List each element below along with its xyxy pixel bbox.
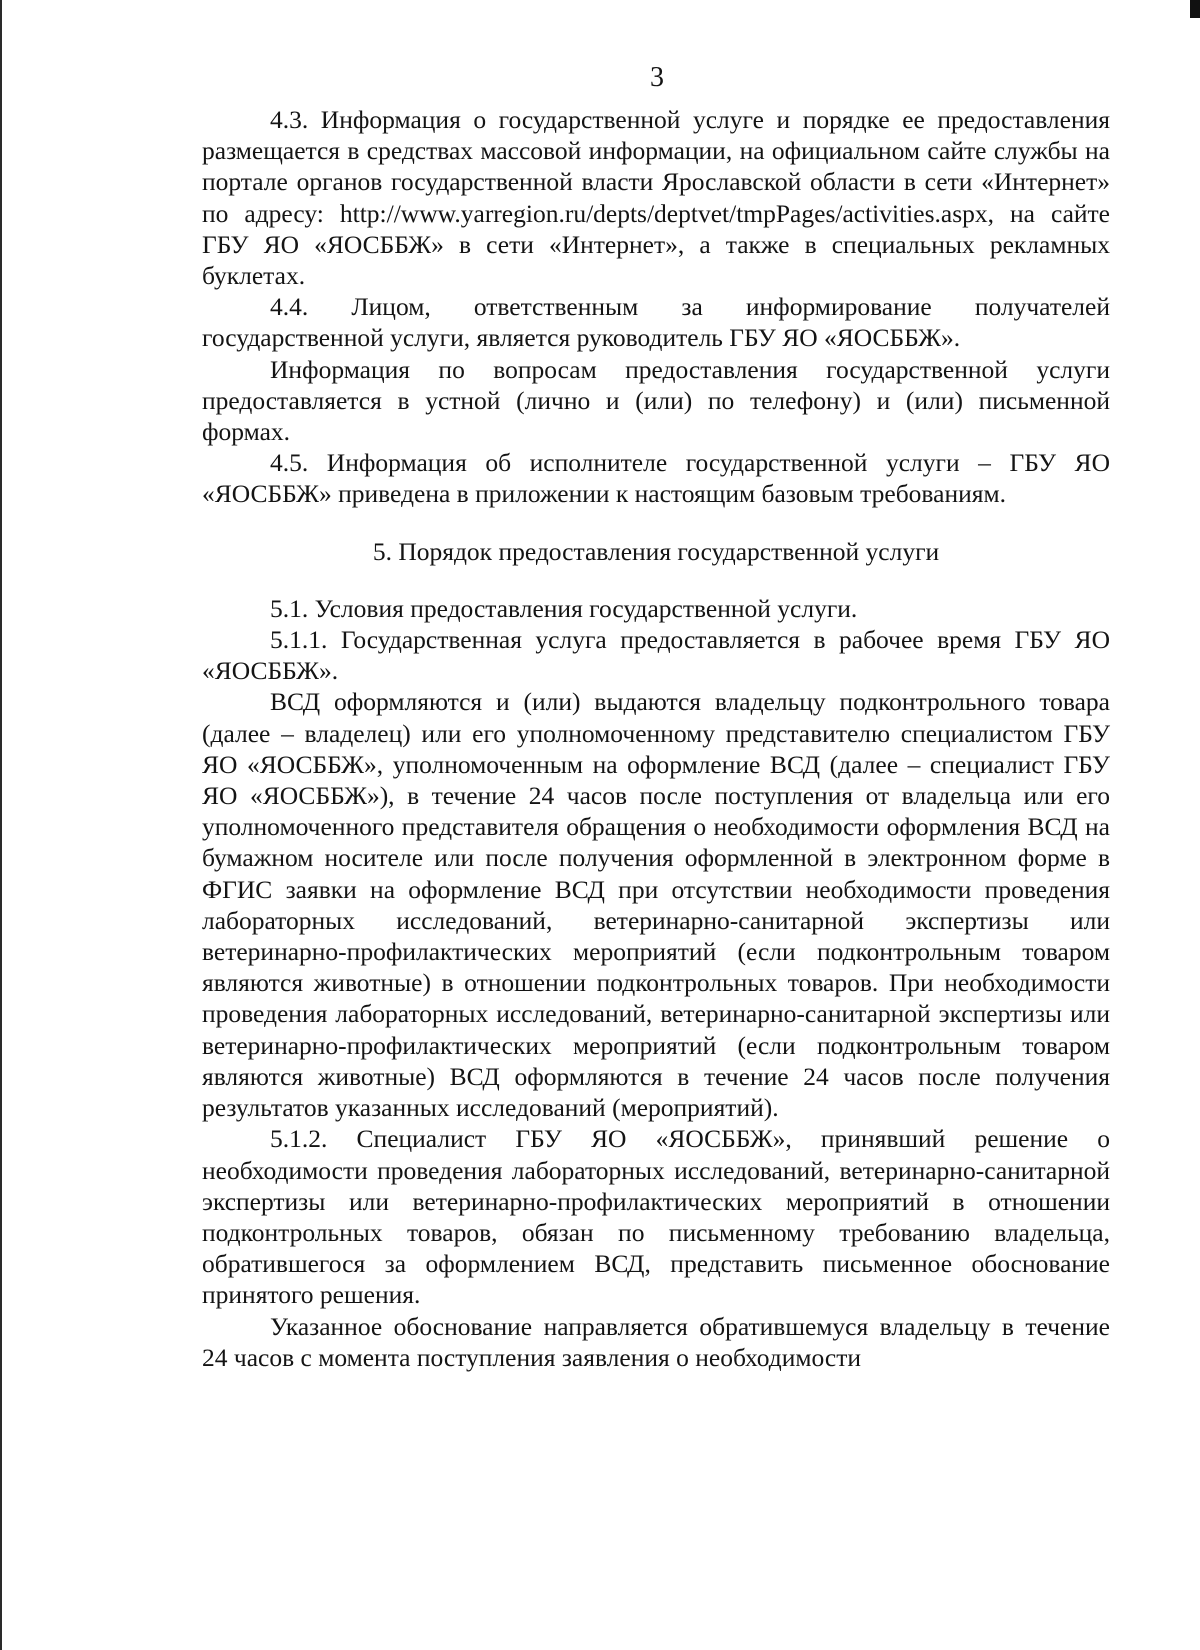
- scan-mark: [1190, 0, 1200, 18]
- page-number: 3: [650, 62, 664, 93]
- paragraph-5-1-2: 5.1.2. Специалист ГБУ ЯО «ЯОСББЖ», принявший решение о необходимости проведения лабораторных исследований, ветеринарно-санитарной экспертизы или ветеринарно-профилактических мероприятий в отношении подконтрольных товаров, обязан по письменному требованию владельца, обратившегося за оформлением ВСД, представить письменное обоснование принятого решения.: [202, 1124, 1110, 1310]
- scan-edge: [0, 0, 2, 1650]
- section-5-heading: 5. Порядок предоставления государственной услуги: [372, 536, 940, 566]
- paragraph-5-1-1: 5.1.1. Государственная услуга предоставляется в рабочее время ГБУ ЯО «ЯОСББЖ».: [202, 625, 1110, 686]
- paragraph-4-4: 4.4. Лицом, ответственным за информирование получателей государственной услуги, является руководитель ГБУ ЯО «ЯОСББЖ».: [202, 292, 1110, 353]
- paragraph-4-4-info: Информация по вопросам предоставления государственной услуги предоставляется в устной (лично и (или) по телефону) и (или) письменной формах.: [202, 354, 1110, 447]
- paragraph-5-1-2-justification: Указанное обоснование направляется обратившемуся владельцу в течение 24 часов с момента поступления заявления о необходимости: [202, 1311, 1110, 1372]
- paragraph-5-1: 5.1. Условия предоставления государственной услуги.: [270, 593, 858, 623]
- paragraph-4-3: 4.3. Информация о государственной услуге и порядке ее предоставления размещается в средствах массовой информации, на официальном сайте службы на портале органов государственной власти Ярославской области в сети «Интернет» по адресу: http://www.yarregion.ru/depts/deptvet/tmpPages/activities.aspx, на сайте ГБУ ЯО «ЯОСББЖ» в сети «Интернет», а также в специальных рекламных буклетах.: [202, 105, 1110, 291]
- paragraph-4-5: 4.5. Информация об исполнителе государственной услуги – ГБУ ЯО «ЯОСББЖ» приведена в приложении к настоящим базовым требованиям.: [202, 448, 1110, 509]
- paragraph-5-1-1-vsd: ВСД оформляются и (или) выдаются владельцу подконтрольного товара (далее – владелец) или его уполномоченному представителю специалистом ГБУ ЯО «ЯОСББЖ», уполномоченным на оформление ВСД (далее – специалист ГБУ ЯО «ЯОСББЖ»), в течение 24 часов после поступления от владельца или его уполномоченного представителя обращения о необходимости оформления ВСД на бумажном носителе или после получения оформленной в электронном форме в ФГИС заявки на оформление ВСД при отсутствии необходимости проведения лабораторных исследований, ветеринарно-санитарной экспертизы или ветеринарно-профилактических мероприятий (если подконтрольным товаром являются животные) в отношении подконтрольных товаров. При необходимости проведения лабораторных исследований, ветеринарно-санитарной экспертизы или ветеринарно-профилактических мероприятий (если подконтрольным товаром являются животные) ВСД оформляются в течение 24 часов после получения результатов указанных исследований (мероприятий).: [202, 687, 1110, 1123]
- document-body: [202, 104, 1110, 1373]
